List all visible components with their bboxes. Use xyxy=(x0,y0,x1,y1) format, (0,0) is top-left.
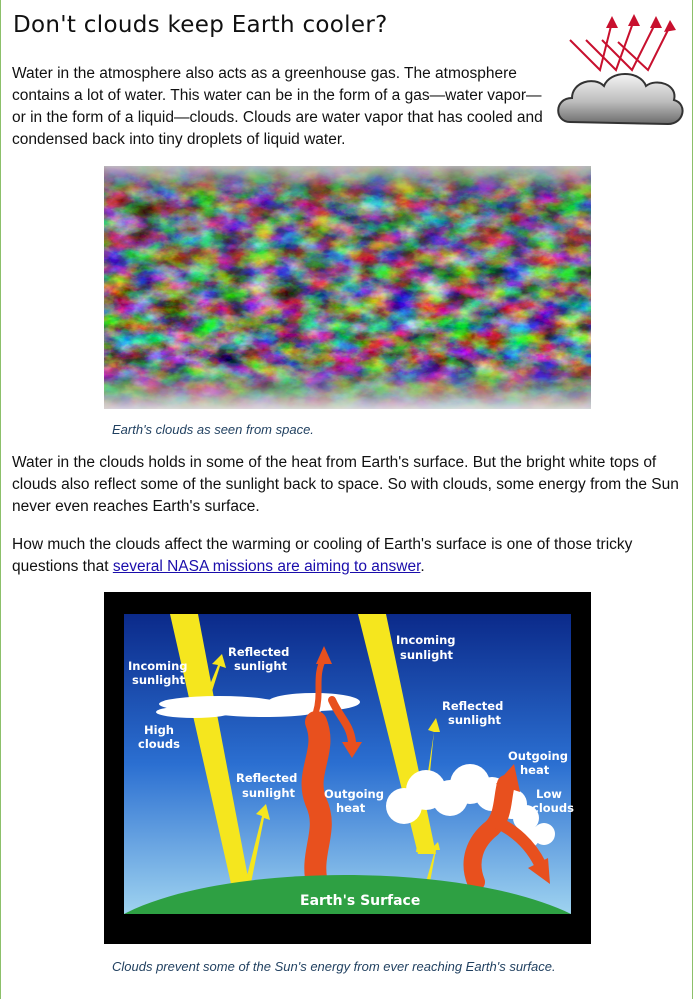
label-outgoing-right-1: Outgoing xyxy=(508,749,568,763)
label-low-clouds-2: clouds xyxy=(532,801,574,815)
label-incoming-left-1: Incoming xyxy=(128,659,188,673)
label-high-clouds-1: High xyxy=(144,723,174,737)
label-incoming-left-2: sunlight xyxy=(132,673,186,687)
label-earth-surface: Earth's Surface xyxy=(300,893,421,909)
label-reflected-right-2: sunlight xyxy=(448,713,502,727)
earth-clouds-satellite-image xyxy=(104,166,591,409)
label-outgoing-right-2: heat xyxy=(520,763,550,777)
cloud-energy-diagram xyxy=(104,592,591,944)
label-incoming-right-2: sunlight xyxy=(400,648,454,662)
nasa-missions-paragraph xyxy=(12,534,684,578)
label-incoming-right-1: Incoming xyxy=(396,633,456,647)
label-reflected-top-1: Reflected xyxy=(228,645,290,659)
intro-paragraph: Water in the atmosphere also acts as a greenhouse gas. The atmosphere contains a lot of water. This water can be in the form of a gas—water vapor—or in the form of a liquid—clouds. Clouds are water vapor that has cooled and condensed back into tiny droplets of liquid water. xyxy=(12,65,543,148)
label-reflected-mid-2: sunlight xyxy=(242,786,296,800)
label-reflected-top-2: sunlight xyxy=(234,659,288,673)
nasa-missions-link[interactable]: several NASA missions are aiming to answer xyxy=(112,558,421,575)
diagram-caption: Clouds prevent some of the Sun's energy from ever reaching Earth's surface. xyxy=(112,959,556,974)
label-reflected-mid-1: Reflected xyxy=(236,771,298,785)
label-low-clouds-1: Low xyxy=(536,787,562,801)
cloud-reflection-icon xyxy=(552,12,688,136)
paragraph-end: . xyxy=(420,558,425,575)
label-high-clouds-2: clouds xyxy=(138,737,180,751)
label-reflected-right-1: Reflected xyxy=(442,699,504,713)
satellite-image-caption: Earth's clouds as seen from space. xyxy=(112,422,314,437)
label-outgoing-mid-2: heat xyxy=(336,801,366,815)
paragraph-text: How much the clouds affect the warming or cooling of Earth's surface is one of those tricky questions that xyxy=(12,536,633,575)
page-title: Don't clouds keep Earth cooler? xyxy=(13,12,388,38)
label-outgoing-mid-1: Outgoing xyxy=(324,787,384,801)
clouds-heat-paragraph: Water in the clouds holds in some of the heat from Earth's surface. But the bright white tops of clouds also reflect some of the sunlight back to space. So with clouds, some energy from the Sun never even reaches Earth's surface. xyxy=(12,454,679,515)
